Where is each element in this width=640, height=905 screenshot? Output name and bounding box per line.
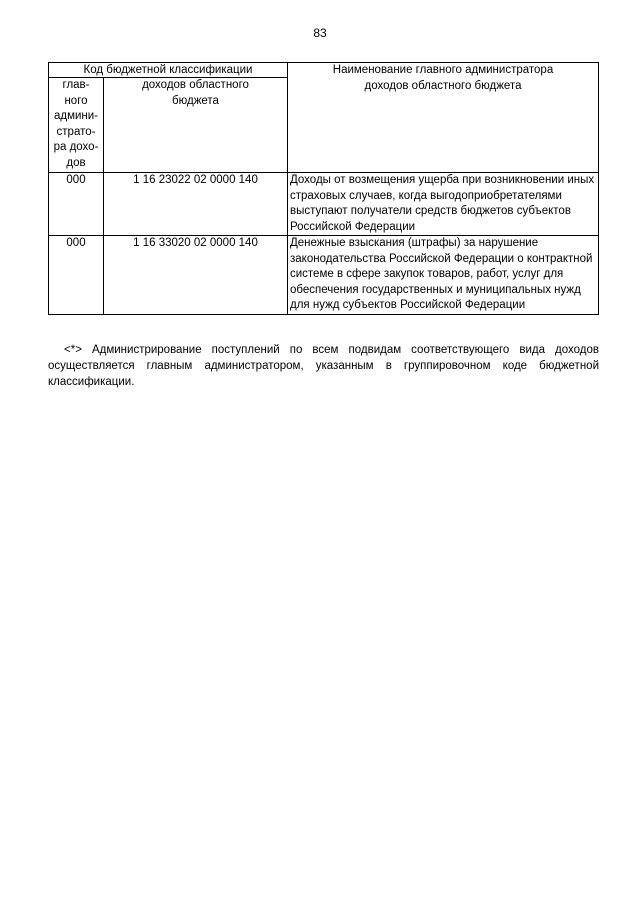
admin-code-cell: 000 [49,173,104,236]
income-code-cell: 1 16 33020 02 0000 140 [104,236,288,315]
table-row [49,236,599,315]
footnote: <*> Администрирование поступлений по всем подвидам соответствующего вида доходов осуществляется главным администратором, указанным в группировочном коде бюджетной классификации. [48,344,599,388]
chief-administrator-header: глав-ного админи-страто-ра дохо-дов [49,78,104,173]
table-row [49,173,599,236]
page-number: 83 [313,26,327,40]
income-name-cell: Доходы от возмещения ущерба при возникновении иных страховых случаев, когда выгодоприобретателями выступают получатели средств бюджетов субъектов Российской Федерации [288,173,599,236]
budget-classification-table [48,62,599,315]
income-code-cell: 1 16 23022 02 0000 140 [104,173,288,236]
budget-classification-code-header: Код бюджетной классификации [49,63,288,78]
admin-code-cell: 000 [49,236,104,315]
table-header-row-1 [49,63,599,78]
regional-budget-income-header: доходов областного бюджета [104,78,288,173]
income-name-cell: Денежные взыскания (штрафы) за нарушение законодательства Российской Федерации о контрактной системе в сфере закупок товаров, работ, услуг для обеспечения государственных и муниципальных нужд для нужд субъектов Российской Федерации [288,236,599,315]
administrator-name-header: Наименование главного администратора доходов областного бюджета [288,63,599,173]
